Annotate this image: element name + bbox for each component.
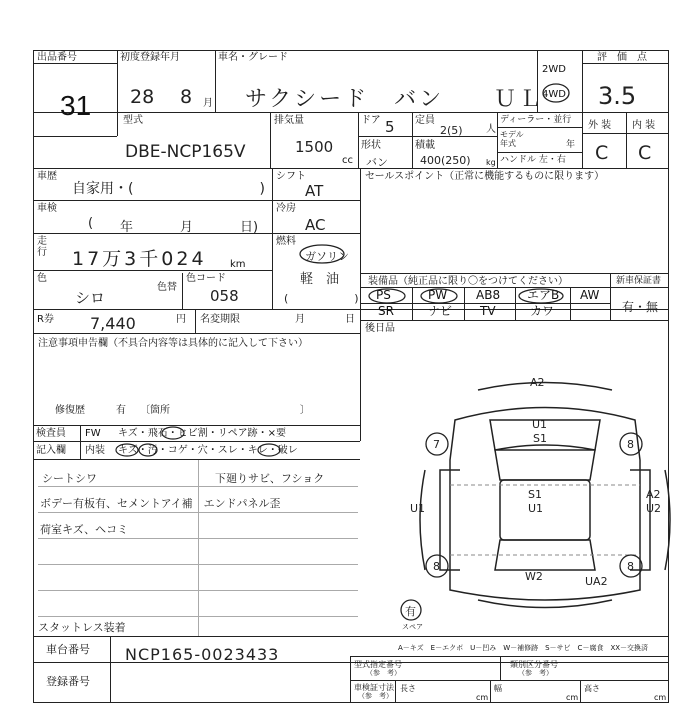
- dealer-label: ディーラー・並行: [500, 115, 572, 125]
- fuel-alt: 軽 油: [300, 272, 340, 287]
- selling-points-label: セールスポイント（正常に機能するものに限ります）: [365, 171, 605, 182]
- height-label: 高さ: [584, 684, 600, 693]
- inspection-day: 日): [240, 220, 259, 235]
- recycle-value: 7,440: [90, 314, 136, 333]
- tire-front-right: 8: [627, 438, 634, 451]
- color-code-label: 色コード: [186, 273, 226, 284]
- equip-sr: SR: [378, 304, 394, 318]
- mark-u1-roof: U1: [528, 502, 544, 515]
- first-registration-month: 8: [180, 86, 193, 108]
- capacity-unit: 人: [486, 124, 496, 135]
- spare-label: スペア: [402, 623, 423, 631]
- equip-tv: TV: [480, 304, 496, 318]
- equip-pw: PW: [428, 288, 448, 302]
- recycle-unit: 円: [176, 314, 186, 325]
- mark-u2-right: U2: [646, 502, 662, 515]
- body-label: 形状: [361, 140, 381, 151]
- displacement-label: 排気量: [274, 115, 304, 126]
- dimension-sub: （参 考）: [358, 692, 393, 700]
- lot-number-value: 31: [60, 90, 92, 121]
- mileage-value: 17万3千024: [72, 248, 207, 270]
- model-year-suffix: 年: [566, 140, 576, 150]
- exterior-value: C: [595, 142, 609, 164]
- color-change-label: 色替: [157, 282, 177, 293]
- warranty-card-label: 新車保証書: [616, 276, 662, 286]
- lot-number-label: 出品番号: [37, 52, 77, 63]
- ac-label: 冷房: [276, 203, 296, 214]
- mileage-unit: km: [230, 259, 246, 270]
- category-sub: （参 考）: [518, 669, 553, 677]
- color-label: 色: [37, 273, 47, 284]
- note-line-1: シートシワ: [42, 472, 97, 485]
- month-unit: 月: [203, 98, 213, 109]
- model-value: DBE-NCP165V: [125, 142, 246, 162]
- score-label: 評 価 点: [597, 52, 647, 63]
- tire-rear-left: 8: [433, 560, 440, 573]
- displacement-value: 1500: [295, 138, 334, 156]
- length-label: 長さ: [400, 684, 416, 693]
- mark-s1-roof: S1: [528, 488, 542, 501]
- mark-a2-front: A2: [530, 376, 545, 389]
- fuel-label: 燃料: [276, 236, 296, 247]
- diagram-legend: A－キズ E－エクボ U－凹み W－補修跡 S－サビ C－腐食 XX－交換済: [398, 644, 649, 652]
- mark-w2-rear: W2: [525, 570, 543, 583]
- displacement-unit: cc: [342, 155, 353, 166]
- width-label: 幅: [494, 684, 502, 693]
- score-value: 3.5: [598, 82, 637, 110]
- first-registration-label: 初度登録年月: [120, 52, 180, 63]
- fw-label: FW: [85, 428, 101, 439]
- drive-4wd: 4WD: [542, 89, 566, 100]
- inspection-open: (: [88, 216, 94, 231]
- car-name-label: 車名・グレード: [218, 52, 288, 63]
- tire-front-left: 7: [433, 438, 440, 451]
- repair-location: 〔箇所 〕: [140, 405, 310, 416]
- inspection-label: 車検: [37, 203, 57, 214]
- interior-label: 内 装: [632, 120, 656, 131]
- chassis-value: NCP165-0023433: [125, 645, 280, 664]
- repair-value: 有: [116, 405, 126, 416]
- equip-leather: カワ: [530, 304, 555, 318]
- history-value: 自家用・( ): [72, 181, 265, 197]
- warranty-card-value: 有・無: [622, 300, 659, 314]
- declaration-label: 注意事項申告欄（不具合内容等は具体的に記入して下さい）: [38, 338, 308, 349]
- width-unit: cm: [566, 693, 579, 702]
- note-line-3: 荷室キズ、ヘコミ: [40, 523, 129, 536]
- later-items-label: 後日品: [365, 323, 395, 334]
- legend-interior: キズ・汚・コゲ・穴・スレ・キレ・破レ: [118, 445, 298, 456]
- mileage-label: 走行: [37, 236, 47, 258]
- history-label: 車歴: [37, 171, 57, 182]
- drive-2wd: 2WD: [542, 64, 566, 75]
- interior-value: C: [638, 142, 652, 164]
- legend-exterior: キズ・飛石・ヒビ割・リペア跡・×要: [118, 428, 286, 439]
- shift-value: AT: [305, 182, 324, 200]
- ac-value: AC: [305, 216, 326, 234]
- recycle-label: R券: [37, 314, 54, 325]
- load-value: 400(250): [420, 154, 471, 167]
- model-year-label: モデル年式: [500, 130, 524, 148]
- note-right: 下廻りサビ、フショク: [215, 472, 325, 485]
- door-label: ドア: [361, 115, 381, 126]
- warranty-month: 月: [295, 314, 305, 325]
- tire-rear-right: 8: [627, 560, 634, 573]
- warranty-day: 日: [345, 314, 355, 325]
- capacity-label: 定員: [415, 115, 435, 126]
- exterior-label: 外 装: [588, 120, 612, 131]
- capacity-value: 2(5): [440, 124, 463, 137]
- load-label: 積載: [415, 140, 435, 151]
- inspection-year: 年: [120, 220, 134, 235]
- car-name-value: サクシード バン ＵＬ: [245, 87, 545, 112]
- shift-label: シフト: [276, 171, 306, 182]
- color-code-value: 058: [210, 287, 239, 305]
- inspector-label: 検査員: [36, 428, 66, 439]
- equip-ps: PS: [376, 288, 391, 302]
- mark-a2-right: A2: [646, 488, 661, 501]
- height-unit: cm: [654, 693, 667, 702]
- equip-ab8: AB8: [476, 288, 501, 302]
- category-label: 類別区分番号: [510, 660, 558, 669]
- equip-aw: AW: [580, 288, 600, 302]
- dimension-label: 車検証寸法: [354, 683, 394, 692]
- handle-label: ハンドル 左・右: [500, 155, 566, 165]
- designation-sub: （参 考）: [366, 669, 401, 677]
- equip-navi: ナビ: [428, 304, 453, 318]
- model-label: 型式: [123, 115, 143, 126]
- designation-label: 型式指定番号: [354, 660, 402, 669]
- inspection-month: 月: [180, 220, 194, 235]
- mark-s1-hood: S1: [533, 432, 547, 445]
- entry-label: 記入欄: [36, 445, 66, 456]
- door-value: 5: [385, 118, 395, 136]
- mark-u1-left: U1: [410, 502, 426, 515]
- warranty-label: 名変期限: [200, 314, 240, 325]
- registration-label: 登録番号: [46, 675, 90, 688]
- repair-label: 修復歴: [55, 405, 85, 416]
- load-unit: kg: [486, 158, 496, 167]
- interior-legend-label: 内装: [85, 445, 105, 456]
- equipment-label: 装備品（純正品に限り〇をつけてください）: [368, 276, 568, 287]
- body-value: バン: [366, 156, 388, 169]
- mark-ua2-rear: UA2: [585, 575, 608, 588]
- first-registration-year: 28: [130, 86, 155, 108]
- color-value: シロ: [75, 289, 106, 307]
- equip-airbag: エアB: [527, 288, 560, 302]
- note-line-2: ボデー有板有、セメントアイ補 エンドパネル歪: [40, 497, 281, 510]
- spare-value: 有: [405, 605, 416, 618]
- chassis-label: 車台番号: [46, 643, 90, 656]
- note-line-6: スタットレス装着: [38, 621, 126, 634]
- fuel-value: ガソリン: [305, 250, 349, 263]
- length-unit: cm: [476, 693, 489, 702]
- mark-u1-hood: U1: [532, 418, 548, 431]
- fuel-paren: ( ): [284, 292, 359, 305]
